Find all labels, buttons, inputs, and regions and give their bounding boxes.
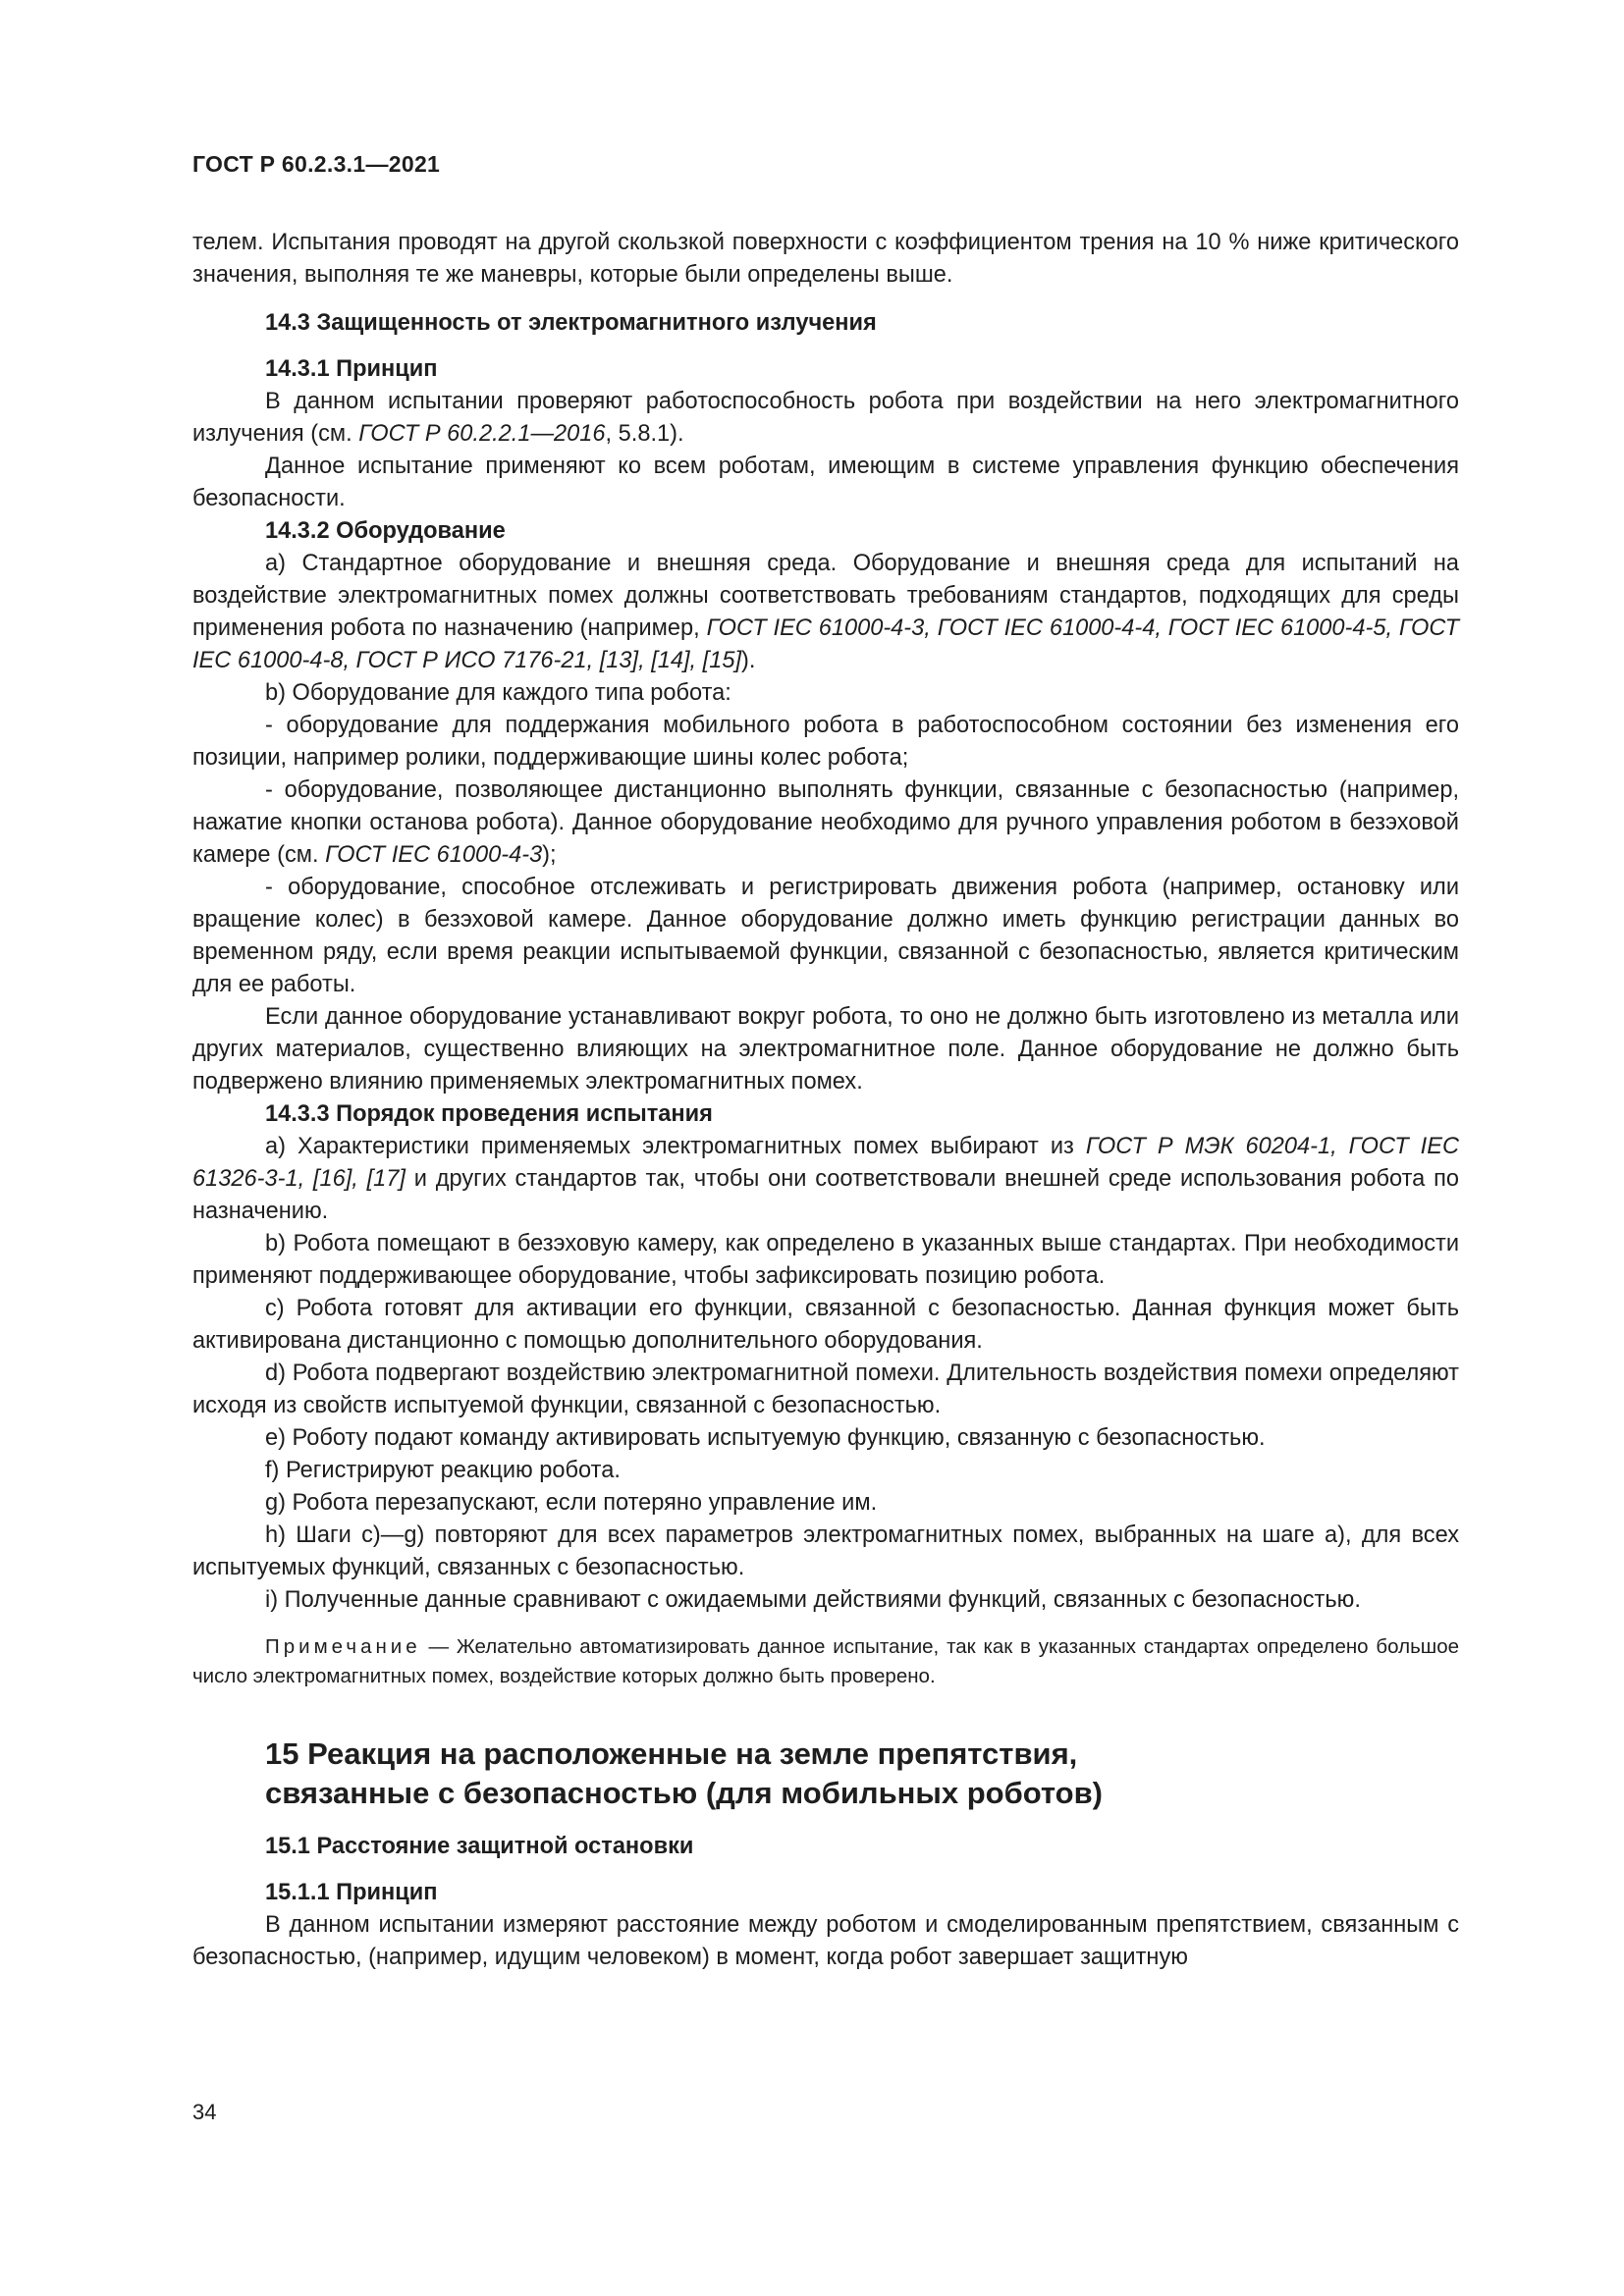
paragraph: c) Робота готовят для активации его функции, связанной с безопасностью. Данная функция может быть активирована дистанционно с помощью дополнительного оборудования. bbox=[192, 1296, 1459, 1354]
paragraph: телем. Испытания проводят на другой скользкой поверхности с коэффициентом трения на 10 % ниже критического значения, выполняя те же маневры, которые были определены выше. bbox=[192, 230, 1459, 288]
paragraph: b) Робота помещают в безэховую камеру, как определено в указанных выше стандартах. При необходимости применяют поддерживающее оборудование, чтобы зафиксировать позицию робота. bbox=[192, 1231, 1459, 1289]
standard-reference: ГОСТ IEC 61000-4-3 bbox=[325, 842, 543, 868]
paragraph: В данном испытании измеряют расстояние между роботом и смоделированным препятствием, связанным с безопасностью, (например, идущим человеком) в момент, когда робот завершает защитную bbox=[192, 1912, 1459, 1970]
section-heading-15-1: 15.1 Расстояние защитной остановки bbox=[265, 1834, 694, 1859]
subsection-heading-14-3-1: 14.3.1 Принцип bbox=[265, 356, 438, 382]
paragraph: b) Оборудование для каждого типа робота: bbox=[265, 680, 731, 706]
paragraph: g) Робота перезапускают, если потеряно управление им. bbox=[265, 1490, 878, 1516]
paragraph: Если данное оборудование устанавливают вокруг робота, то оно не должно быть изготовлено из металла или других материалов, существенно влияющих на электромагнитное поле. Данное оборудование не должно быть подвержено влиянию применяемых электромагнитных помех. bbox=[192, 1004, 1459, 1095]
paragraph: i) Полученные данные сравнивают с ожидаемыми действиями функций, связанных с безопасностью. bbox=[265, 1587, 1361, 1613]
standard-reference: ГОСТ IEC 61000-4-3, ГОСТ IEC 61000-4-4, ГОСТ IEC 61000-4-5, ГОСТ IEC 61000-4-8, ГОСТ Р ИСО 7176-21, [13], [14], [15] bbox=[192, 615, 1459, 673]
note-label: Примечание bbox=[265, 1635, 421, 1658]
section-heading-14-3: 14.3 Защищенность от электромагнитного излучения bbox=[265, 310, 877, 336]
document-code-header: ГОСТ Р 60.2.3.1—2021 bbox=[192, 151, 441, 177]
list-item: - оборудование, позволяющее дистанционно выполнять функции, связанные с безопасностью (например, нажатие кнопки останова робота). Данное оборудование необходимо для ручного управления роботом в безэховой камере (см. ГОСТ IEC 61000-4-3); bbox=[192, 777, 1459, 868]
section-heading-15: 15 Реакция на расположенные на земле препятствия, связанные с безопасностью (для мобильных роботов) bbox=[265, 1736, 1103, 1810]
standard-reference: ГОСТ Р МЭК 60204-1, ГОСТ IEC 61326-3-1, [16], [17] bbox=[192, 1134, 1459, 1192]
list-item: - оборудование, способное отслеживать и регистрировать движения робота (например, остановку или вращение колес) в безэховой камере. Данное оборудование должно иметь функцию регистрации данных во временном ряду, если время реакции испытываемой функции, связанной с безопасностью, является критическим для ее работы. bbox=[192, 875, 1459, 997]
paragraph: а) Стандартное оборудование и внешняя среда. Оборудование и внешняя среда для испытаний на воздействие электромагнитных помех должны соответствовать требованиям стандартов, подходящих для среды применения робота по назначению (например, ГОСТ IEC 61000-4-3, ГОСТ IEC 61000-4-4, ГОСТ IEC 61000-4-5, ГОСТ IEC 61000-4-8, ГОСТ Р ИСО 7176-21, [13], [14], [15]). bbox=[192, 551, 1459, 673]
document-body bbox=[192, 227, 1459, 1974]
paragraph: а) Характеристики применяемых электромагнитных помех выбирают из ГОСТ Р МЭК 60204-1, ГОСТ IEC 61326-3-1, [16], [17] и других стандартов так, чтобы они соответствовали внешней среде использования робота по назначению. bbox=[192, 1134, 1459, 1224]
subsection-heading-15-1-1: 15.1.1 Принцип bbox=[265, 1880, 438, 1905]
subsection-heading-14-3-2: 14.3.2 Оборудование bbox=[265, 518, 506, 544]
standard-reference: ГОСТ Р 60.2.2.1—2016 bbox=[358, 421, 606, 447]
page-number: 34 bbox=[192, 2100, 217, 2124]
paragraph: f) Регистрируют реакцию робота. bbox=[265, 1458, 621, 1483]
subsection-heading-14-3-3: 14.3.3 Порядок проведения испытания bbox=[265, 1101, 713, 1127]
paragraph: В данном испытании проверяют работоспособность робота при воздействии на него электромагнитного излучения (см. ГОСТ Р 60.2.2.1—2016, 5.8.1). bbox=[192, 389, 1459, 447]
paragraph: d) Робота подвергают воздействию электромагнитной помехи. Длительность воздействия помехи определяют исходя из свойств испытуемой функции, связанной с безопасностью. bbox=[192, 1361, 1459, 1418]
list-item: - оборудование для поддержания мобильного робота в работоспособном состоянии без изменения его позиции, например ролики, поддерживающие шины колес робота; bbox=[192, 713, 1459, 771]
paragraph: e) Роботу подают команду активировать испытуемую функцию, связанную с безопасностью. bbox=[265, 1425, 1266, 1451]
paragraph: Данное испытание применяют ко всем роботам, имеющим в системе управления функцию обеспечения безопасности. bbox=[192, 454, 1459, 511]
paragraph: h) Шаги c)—g) повторяют для всех параметров электромагнитных помех, выбранных на шаге а), для всех испытуемых функций, связанных с безопасностью. bbox=[192, 1522, 1459, 1580]
note: Примечание — Желательно автоматизировать данное испытание, так как в указанных стандартах определено большое число электромагнитных помех, воздействие которых должно быть проверено. bbox=[192, 1635, 1459, 1687]
